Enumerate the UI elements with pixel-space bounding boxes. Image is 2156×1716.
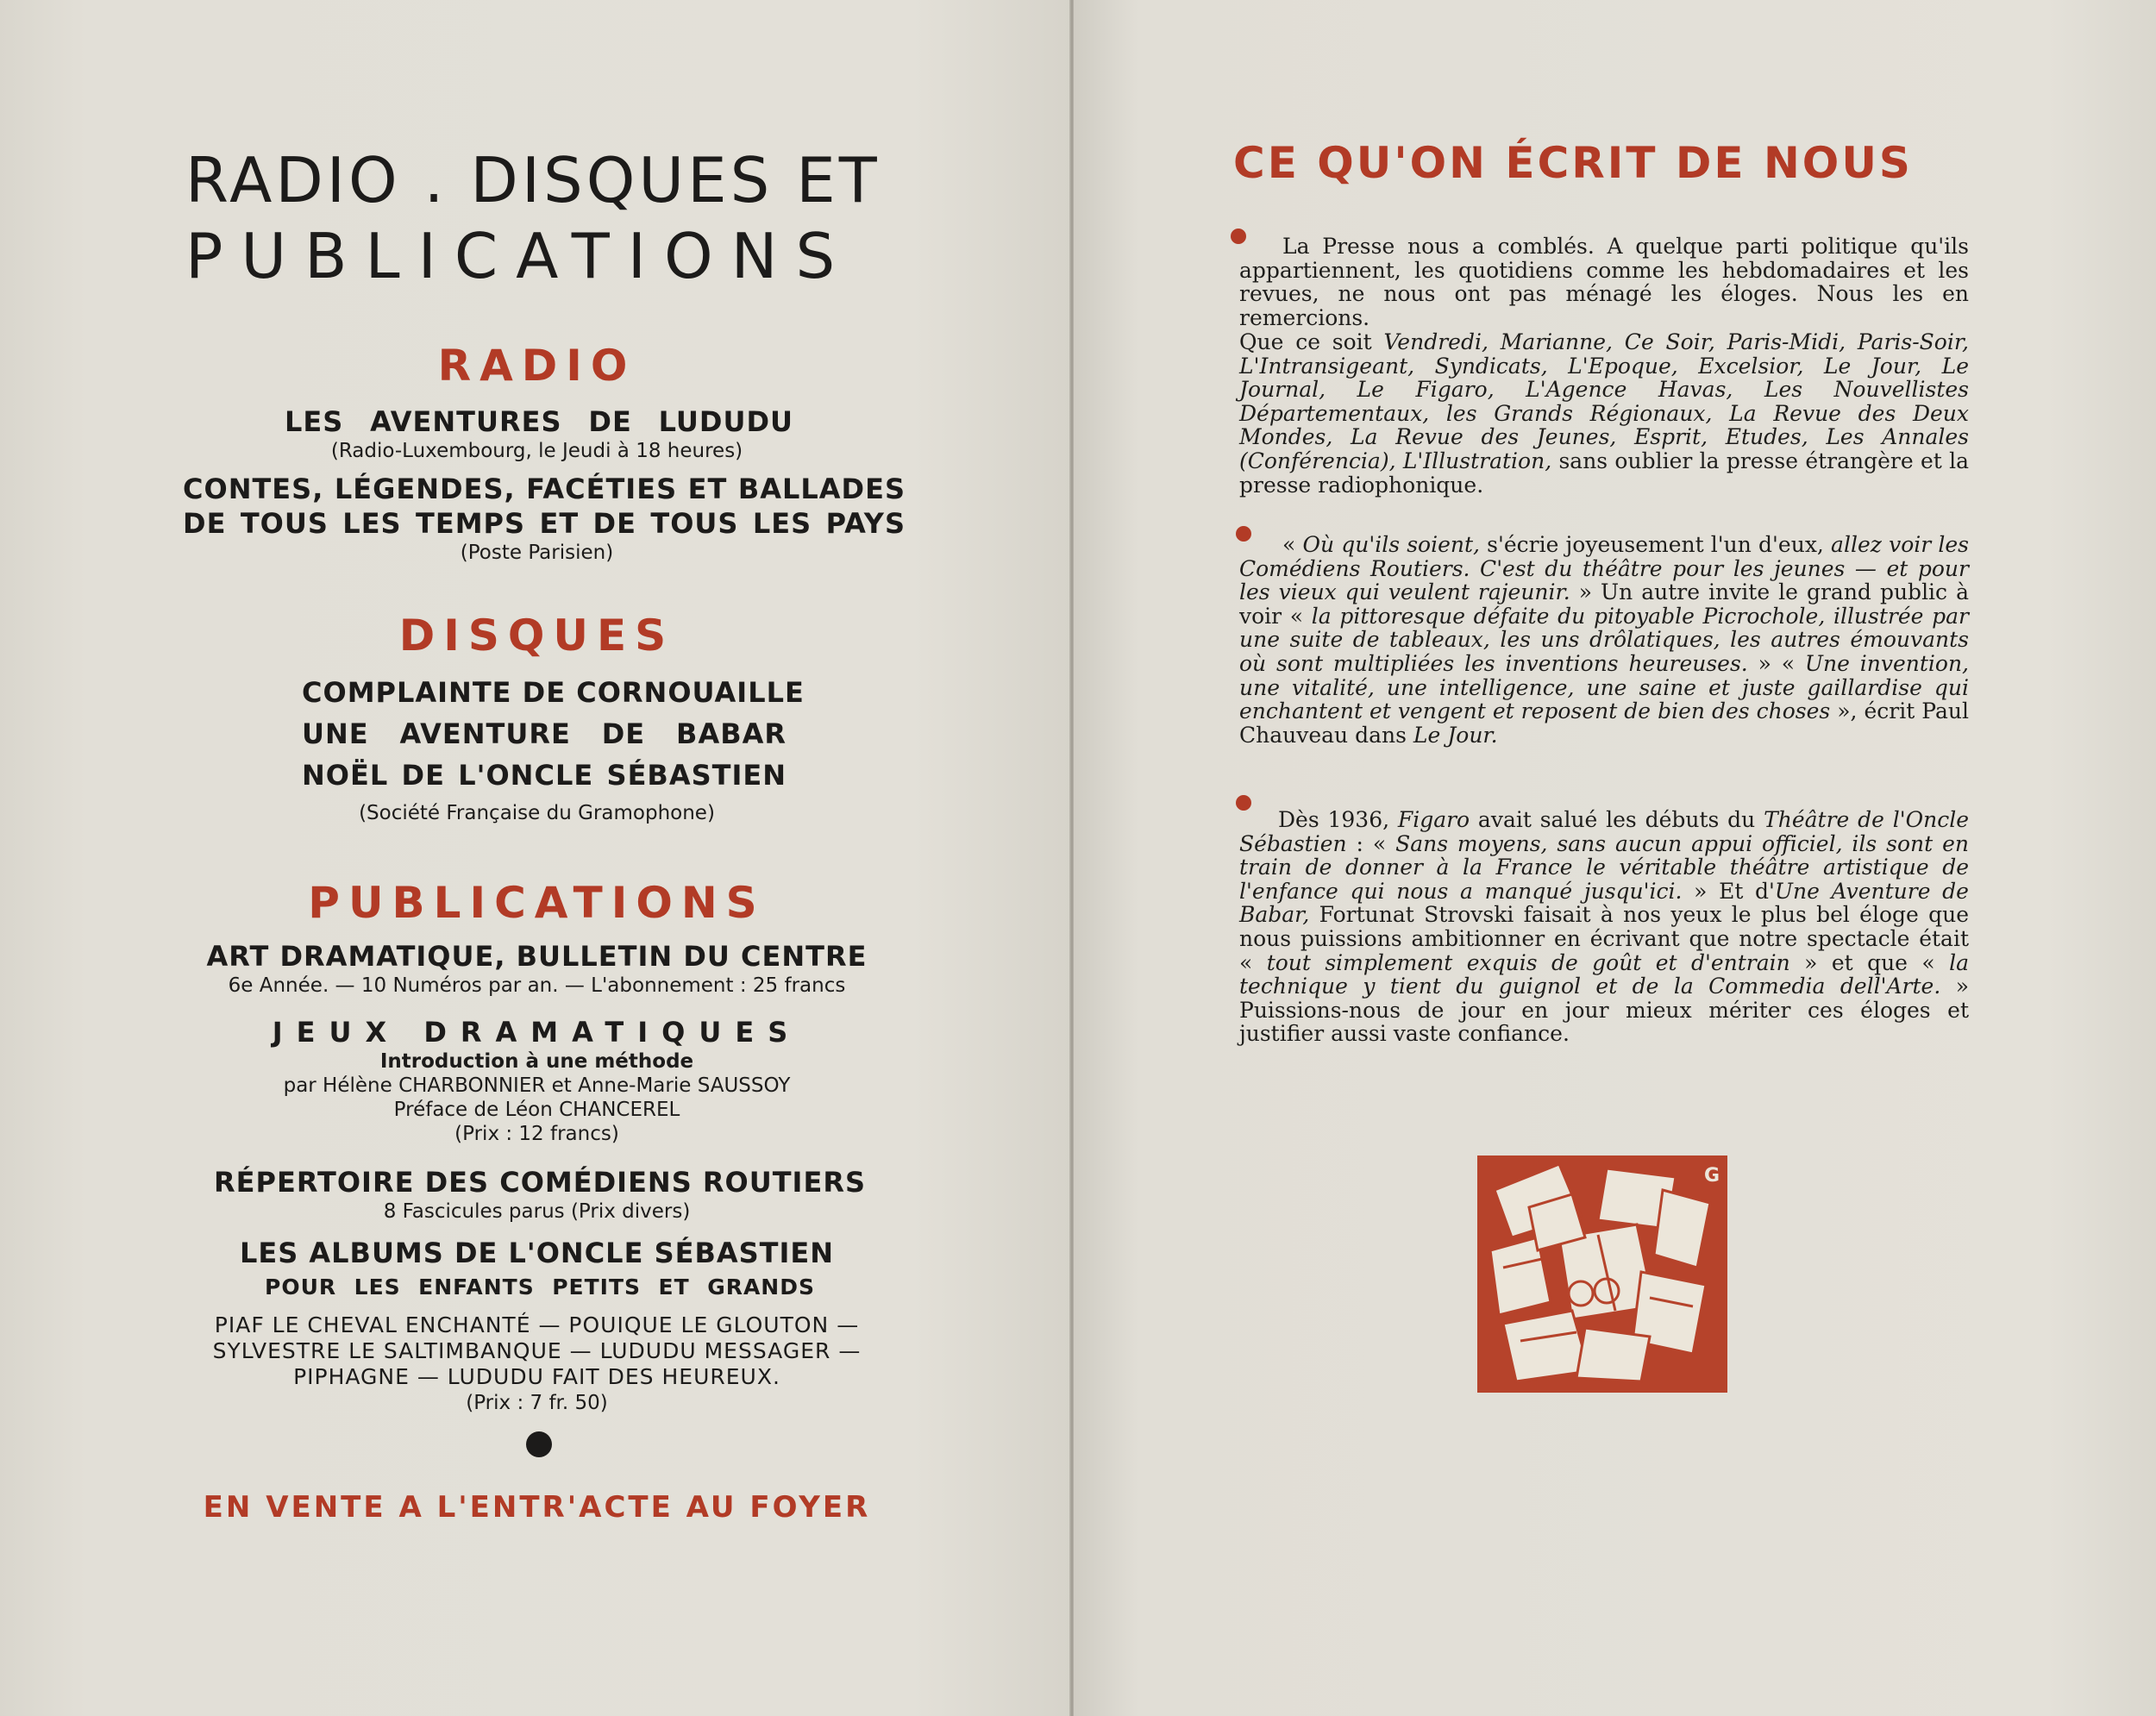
books-woodcut-emblem-icon bbox=[1477, 1155, 1727, 1393]
footer-sale-notice: EN VENTE A L'ENTR'ACTE AU FOYER bbox=[203, 1490, 871, 1525]
pub-jeux-preface: Préface de Léon CHANCEREL bbox=[393, 1099, 680, 1121]
disques-note: (Société Française du Gramophone) bbox=[359, 802, 715, 824]
disque-item-babar: UNE AVENTURE DE BABAR bbox=[302, 717, 787, 750]
p3-d: » Et d' bbox=[1682, 878, 1775, 904]
disque-item-noel: NOËL DE L'ONCLE SÉBASTIEN bbox=[302, 759, 787, 792]
pub-jeux-price: (Prix : 12 francs) bbox=[454, 1123, 619, 1145]
press-paragraph-1 bbox=[1239, 235, 1969, 329]
radio-item-ludu-note: (Radio-Luxembourg, le Jeudi à 18 heures) bbox=[330, 440, 743, 462]
radio-item-contes-line2: DE TOUS LES TEMPS ET DE TOUS LES PAYS bbox=[183, 507, 906, 540]
p2-d: » « bbox=[1747, 650, 1805, 676]
main-title bbox=[185, 142, 927, 294]
press-title: CE QU'ON ÉCRIT DE NOUS bbox=[1233, 138, 1913, 188]
press-paragraph-1-text: La Presse nous a comblés. A quelque parti politique qu'ils appartiennent, les quotidiens comme les hebdomadaires et les revues, ne nous ont pas ménagé les éloges. Nous les en remercions. bbox=[1239, 234, 1969, 330]
press-paragraph-1b bbox=[1239, 330, 1969, 497]
svg-text:G: G bbox=[1703, 1165, 1720, 1187]
left-page bbox=[0, 0, 1074, 1716]
radio-item-ludu: LES AVENTURES DE LUDUDU bbox=[285, 405, 793, 438]
radio-item-contes-line1: CONTES, LÉGENDES, FACÉTIES ET BALLADES bbox=[183, 473, 906, 505]
pub-albums-title: LES ALBUMS DE L'ONCLE SÉBASTIEN bbox=[239, 1237, 835, 1269]
p1b-text-a: Que ce soit bbox=[1239, 329, 1384, 354]
disques-heading: DISQUES bbox=[398, 611, 675, 661]
p3-a: Dès 1936, bbox=[1278, 807, 1398, 832]
p2-i2: allez voir les Comédiens Routiers. C'est du théâtre pour les jeunes — et pour les vieux qui veulent rajeunir. bbox=[1239, 532, 1969, 605]
pub-repertoire-note: 8 Fascicules parus (Prix divers) bbox=[383, 1200, 691, 1223]
p3-g: » Puissions-nous de jour en jour mieux mériter ces éloges et justifier aussi vaste confiance. bbox=[1239, 974, 1969, 1047]
p2-i3: la pittoresque défaite du pitoyable Picrochole, illustrée par une suite de tableaux, les uns drôlatiques, les autres émouvants où sont multipliées les inventions heureuses. bbox=[1239, 603, 1969, 676]
pub-albums-line1: PIAF LE CHEVAL ENCHANTÉ — POUIQUE LE GLOUTON — bbox=[214, 1312, 860, 1337]
p3-i3: Sans moyens, sans aucun appui officiel, ils sont en train de donner à la France le véritable théâtre artistique de l'enfance qui nous a manqué jusqu'ici. bbox=[1239, 830, 1969, 904]
pub-art-dramatique-title: ART DRAMATIQUE, BULLETIN DU CENTRE bbox=[206, 940, 868, 973]
publications-heading: PUBLICATIONS bbox=[308, 878, 766, 928]
press-paragraph-3 bbox=[1239, 808, 1969, 1046]
p3-b: avait salué les débuts du bbox=[1470, 807, 1764, 832]
main-title-line2: PUBLICATIONS bbox=[185, 220, 854, 292]
pub-albums-price: (Prix : 7 fr. 50) bbox=[466, 1392, 608, 1414]
separator-dot bbox=[526, 1431, 552, 1457]
pub-jeux-title: JEUX DRAMATIQUES bbox=[272, 1016, 802, 1049]
p3-i4: Une Aventure de Babar, bbox=[1239, 878, 1969, 928]
p3-e: Fortunat Strovski faisait à nos yeux le plus bel éloge que nous puissions ambitionner en écrivant que notre spectacle était « bbox=[1239, 902, 1969, 975]
pub-jeux-subtitle: Introduction à une méthode bbox=[379, 1050, 694, 1073]
p3-f: » et que « bbox=[1789, 949, 1950, 975]
pub-albums-line3: PIPHAGNE — LUDUDU FAIT DES HEUREUX. bbox=[293, 1364, 780, 1389]
p2-a: « bbox=[1282, 532, 1303, 557]
pub-jeux-authors: par Hélène CHARBONNIER et Anne-Marie SAUSSOY bbox=[283, 1074, 791, 1097]
radio-item-contes-note: (Poste Parisien) bbox=[460, 542, 614, 564]
main-title-line1: RADIO . DISQUES ET bbox=[185, 144, 881, 216]
pub-albums-subtitle: POUR LES ENFANTS PETITS ET GRANDS bbox=[265, 1274, 815, 1300]
p3-i1: Figaro bbox=[1397, 807, 1470, 832]
p3-i6: la technique y tient du guignol et de la Commedia dell'Arte. bbox=[1239, 949, 1969, 999]
p2-e: », écrit Paul Chauveau dans bbox=[1239, 698, 1969, 748]
p1b-text-b: sans oublier la presse étrangère et la presse radiophonique. bbox=[1239, 448, 1970, 498]
p3-i5: tout simplement exquis de goût et d'entrain bbox=[1266, 949, 1790, 975]
p2-b: s'écrie joyeusement l'un d'eux, bbox=[1479, 532, 1832, 557]
p2-i4: Une invention, une vitalité, une intelligence, une saine et juste gaillardise qui enchantent et vengent et reposent de bien des choses bbox=[1239, 650, 1970, 724]
p1b-publication-list: Vendredi, Marianne, Ce Soir, Paris-Midi, Paris-Soir, L'Intransigeant, Syndicats, L'Epoque, Excelsior, Le Jour, Le Journal, Le Figaro, L'Agence Havas, Les Nouvellistes Départementaux, les Grands Régionaux, La Revue des Deux Mondes, La Revue des Jeunes, Esprit, Etudes, Les Annales (Conférencia), L'Illustration, bbox=[1239, 329, 1969, 473]
p3-c: : « bbox=[1346, 830, 1396, 856]
p3-i2: Théâtre de l'Oncle Sébastien bbox=[1239, 807, 1969, 856]
p2-c: » Un autre invite le grand public à voir « bbox=[1239, 579, 1969, 629]
p2-i1: Où qu'ils soient, bbox=[1302, 532, 1480, 557]
pub-art-dramatique-note: 6e Année. — 10 Numéros par an. — L'abonnement : 25 francs bbox=[228, 974, 846, 997]
press-paragraph-2 bbox=[1239, 533, 1969, 747]
pub-albums-line2: SYLVESTRE LE SALTIMBANQUE — LUDUDU MESSAGER — bbox=[212, 1338, 862, 1363]
disque-item-complainte: COMPLAINTE DE CORNOUAILLE bbox=[302, 676, 805, 709]
pub-repertoire-title: RÉPERTOIRE DES COMÉDIENS ROUTIERS bbox=[214, 1166, 866, 1199]
radio-heading: RADIO bbox=[437, 341, 636, 391]
p2-i5: Le Jour. bbox=[1413, 722, 1498, 748]
